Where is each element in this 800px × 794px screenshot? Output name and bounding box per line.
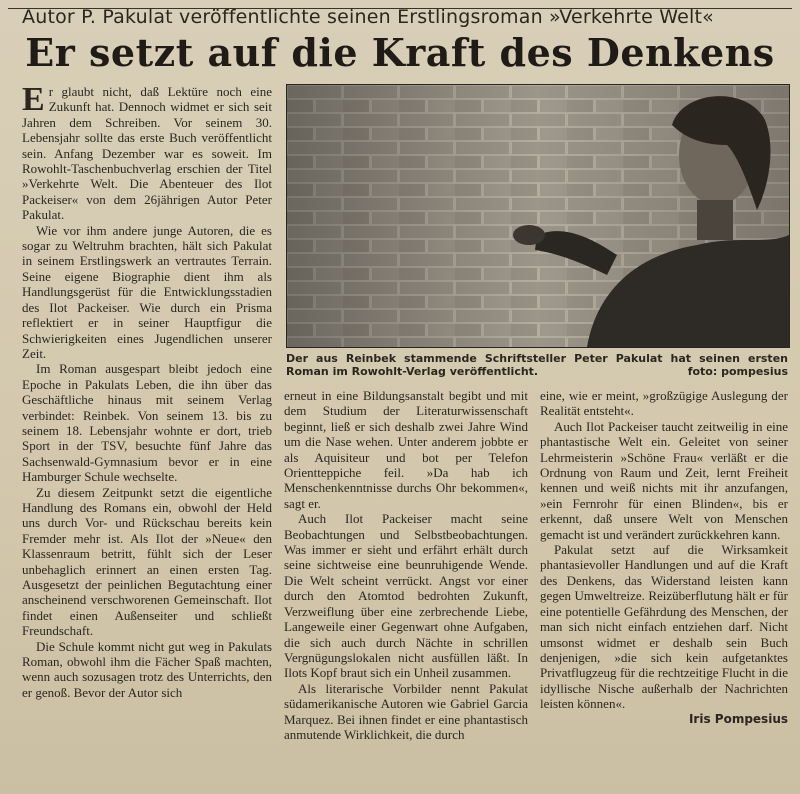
headline: Er setzt auf die Kraft des Denkens [25, 30, 775, 75]
paragraph: Zu diesem Zeitpunkt setzt die eigentliche Handlung des Romans ein, obwohl der Held uns durch Vor- und Rückschau bereits kein Fremder mehr ist. Als Ilot der »Neue« den Klassenraum betritt, fühlt sich der Leser unbehaglich erinnert an einen ersten Tag. Ausgesetzt der peinlichen Begutachtung einer anscheinend verschworenen Gemeinschaft. Ilot findet einen Außenseiter und schließt Freundschaft. [22, 484, 272, 639]
paragraph-text: r glaubt nicht, daß Lektüre noch eine Zukunft hat. Dennoch widmet er sich seit Jahren dem Schreiben. Vor seinem 30. Lebensjahr sollte das erste Buch veröffentlicht sein. Anfang Dezember war es soweit. Im Rowohlt-Taschenbuchverlag erschien der Titel »Verkehrte Welt. Die Abenteuer des Ilot Packeiser« von dem 26jährigen Autor Peter Pakulat. [22, 84, 272, 223]
photo-image [287, 85, 789, 347]
kicker: Autor P. Pakulat veröffentlichte seinen Erstlingsroman »Verkehrte Welt« [22, 6, 715, 28]
photo-credit: foto: pompesius [687, 365, 788, 378]
photo-caption [286, 352, 788, 378]
caption-text: Der aus Reinbek stammende Schriftsteller Peter Pakulat hat seinen ersten Roman im Rowohlt-Verlag veröffentlicht. [286, 352, 788, 378]
paragraph: Auch Ilot Packeiser taucht zeitweilig in eine phantastische Welt ein. Geleitet von seiner Lehrmeisterin »Schöne Frau« verläßt er die Ordnung von Raum und Zeit, lernt Freiheit kennen und weiß nichts mit ihr anzufangen, »ein Fernrohr für einen Blinden«, bis er erkennt, daß unsere Welt von Menschen gemacht ist und verändert zurückkehren kann. [540, 418, 788, 542]
column-3 [540, 388, 788, 784]
paragraph [22, 84, 272, 223]
column-2 [284, 388, 528, 784]
column-1 [22, 84, 272, 784]
paragraph: Auch Ilot Packeiser macht seine Beobachtungen und Selbstbeobachtungen. Was immer er sieht und erfährt erhält durch seine sichtweise eine beunruhigende Wende. Die Welt scheint verrückt. Angst vor einer durch den Atomtod bedrohten Zukunft, Verzweiflung über eine zerbrechende Liebe, Langeweile einer Gegenwart ohne Aufgaben, die sich auch durch Nächte in schrillen Vergnügungslokalen nicht ausfüllen läßt. In Ilots Kopf braut sich ein Unheil zusammen. [284, 511, 528, 681]
paragraph: Pakulat setzt auf die Wirksamkeit phantasievoller Handlungen und auf die Kraft des Denkens, das Widerstand leisten kann gegen Umweltreize. Reizüberflutung hält er für eine potentielle Gefährdung des Menschen, der man sich nicht einfach entziehen darf. Nicht umsonst widmet er deshalb sein Buch denjenigen, »die sich kein aufgetanktes Privatflugzeug für die rechtzeitige Flucht in die idyllische Nische außerhalb der Nachrichten leisten können«. [540, 542, 788, 712]
drop-cap: E [22, 84, 45, 118]
paragraph: Wie vor ihm andere junge Autoren, die es sogar zu Weltruhm brachten, hält sich Pakulat in seinem Erstlingswerk an vertrautes Terrain. Seine eigene Biographie dient ihm als Handlungsgerüst für die Entwicklungsstadien des Ilot Packeiser. Wie durch ein Prisma reflektiert er in seiner Hauptfigur die Schwierigkeiten eines Jugendlichen unserer Zeit. [22, 222, 272, 361]
paragraph: Als literarische Vorbilder nennt Pakulat südamerikanische Autoren wie Gabriel Garcia Marquez. Bei ihnen findet er eine phantastisch anmutende Wirklichkeit, die durch [284, 680, 528, 742]
paragraph: Die Schule kommt nicht gut weg in Pakulats Roman, obwohl ihm die Fächer Spaß machten, wenn auch sozusagen trotz des Unterrichts, den er genoß. Bevor der Autor sich [22, 638, 272, 700]
author-photo [286, 84, 790, 348]
author-byline: Iris Pompesius [688, 711, 788, 726]
paragraph: eine, wie er meint, »großzügige Auslegung der Realität entsteht«. [540, 388, 788, 419]
paragraph: erneut in eine Bildungsanstalt begibt und mit dem Studium der Literaturwissenschaft beginnt, ließ er sich deshalb zwei Jahre Wind um die Nase wehen. Unter anderem jobbte er als Aquisiteur und bot per Telefon Orientteppiche feil. »Da hab ich Menschenkenntnisse durchs Ohr bekommen«, sagt er. [284, 388, 528, 511]
paragraph: Im Roman ausgespart bleibt jedoch eine Epoche in Pakulats Leben, die ihn über das Geschäftliche hinaus mit seinem Verlag verbindet: Reinbek. Von seinem 13. bis zu seinem 18. Lebensjahr wohnte er dort, trieb Sport in der TSV, besuchte fünf Jahre das Sachsenwald-Gymnasium bevor er in eine Hamburger Schule wechselte. [22, 361, 272, 485]
